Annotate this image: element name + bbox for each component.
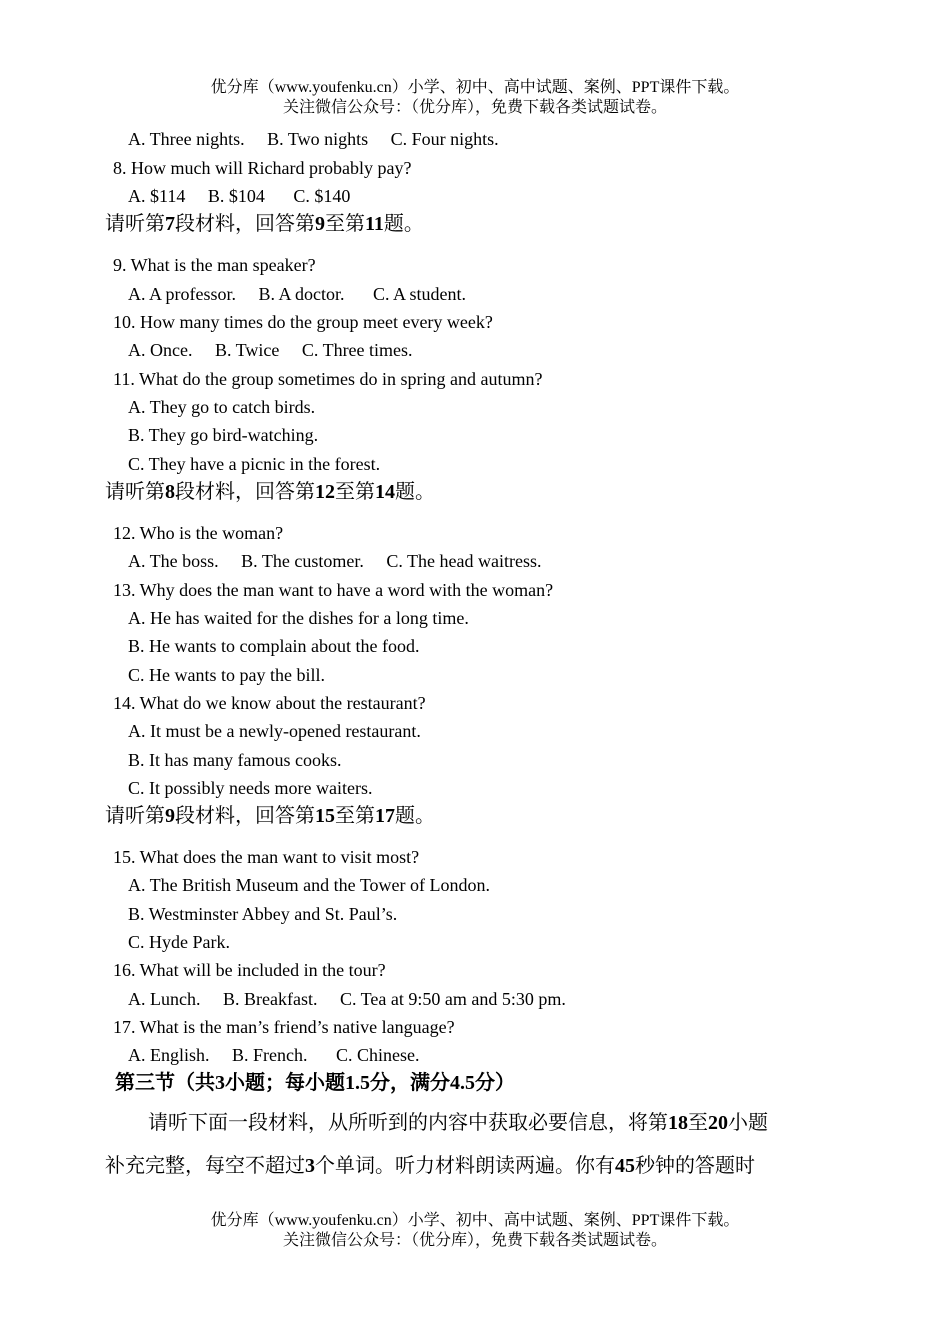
question-15-option-a: A. The British Museum and the Tower of London. xyxy=(128,875,491,895)
para-num: 20 xyxy=(708,1112,728,1134)
instr-text: 请听第 xyxy=(105,213,165,235)
option-a: A. Three nights. xyxy=(128,129,245,149)
question-16: 16. What will be included in the tour? xyxy=(113,960,386,980)
option-a: A. The boss. xyxy=(128,551,219,571)
question-8-options xyxy=(128,185,350,207)
para-num: 18 xyxy=(668,1112,688,1134)
instr-num: 7 xyxy=(165,213,175,235)
option-c: C. Tea at 9:50 am and 5:30 pm. xyxy=(339,989,566,1009)
option-c: C. A student. xyxy=(373,284,467,304)
page-footer-line1: 优分库（www.youfenku.cn）小学、初中、高中试题、案例、PPT课件下载。 xyxy=(210,1212,740,1229)
question-12: 12. Who is the woman? xyxy=(113,523,284,543)
instr-num: 14 xyxy=(375,481,395,503)
para-text: 个单词。听力材料朗读两遍。你有 xyxy=(315,1155,615,1177)
instr-text: 至第 xyxy=(335,481,375,503)
section-9-instruction xyxy=(105,804,435,828)
instr-text: 段材料，回答第 xyxy=(175,213,315,235)
question-14-option-b: B. It has many famous cooks. xyxy=(128,750,342,770)
option-c: C. Chinese. xyxy=(336,1045,420,1065)
instr-text: 题。 xyxy=(395,481,435,503)
option-b: B. French. xyxy=(232,1045,308,1065)
option-a: A. Lunch. xyxy=(128,989,201,1009)
question-13-option-c: C. He wants to pay the bill. xyxy=(128,665,325,685)
question-15-option-c: C. Hyde Park. xyxy=(128,932,230,952)
instr-text: 至第 xyxy=(325,213,365,235)
option-b: B. Breakfast. xyxy=(222,989,318,1009)
para-text: 至 xyxy=(688,1112,708,1134)
para-text: 小题 xyxy=(728,1112,768,1134)
question-9: 9. What is the man speaker? xyxy=(113,255,316,275)
option-b: B. Twice xyxy=(214,340,280,360)
instr-num: 12 xyxy=(315,481,335,503)
option-a: A. A professor. xyxy=(128,284,236,304)
question-14-option-a: A. It must be a newly-opened restaurant. xyxy=(128,721,421,741)
question-13-option-b: B. He wants to complain about the food. xyxy=(128,636,420,656)
question-11: 11. What do the group sometimes do in spring and autumn? xyxy=(113,369,543,389)
question-11-option-c: C. They have a picnic in the forest. xyxy=(128,454,381,474)
instr-text: 题。 xyxy=(395,805,435,827)
question-7-options xyxy=(128,128,499,150)
question-10: 10. How many times do the group meet every week? xyxy=(113,312,493,332)
option-b: B. The customer. xyxy=(241,551,364,571)
part-3-paragraph-line1 xyxy=(148,1111,768,1135)
question-14-option-c: C. It possibly needs more waiters. xyxy=(128,778,373,798)
question-8: 8. How much will Richard probably pay? xyxy=(113,158,412,178)
page-header-line2: 关注微信公众号：（优分库），免费下载各类试题试卷。 xyxy=(282,99,667,116)
option-b: B. Two nights xyxy=(267,129,369,149)
option-a: A. English. xyxy=(128,1045,210,1065)
option-a: A. $114 xyxy=(128,186,186,206)
instr-num: 15 xyxy=(315,805,335,827)
part-3-paragraph-line2 xyxy=(105,1154,755,1178)
option-b: B. $104 xyxy=(207,186,265,206)
instr-num: 8 xyxy=(165,481,175,503)
instr-text: 至第 xyxy=(335,805,375,827)
option-c: C. $140 xyxy=(293,186,351,206)
instr-text: 请听第 xyxy=(105,481,165,503)
part-3-title: 第三节（共3小题；每小题1.5分，满分4.5分） xyxy=(115,1072,515,1094)
page-footer-line2: 关注微信公众号：（优分库），免费下载各类试题试卷。 xyxy=(282,1232,667,1249)
para-text: 补充完整，每空不超过 xyxy=(105,1155,305,1177)
page-header-line1: 优分库（www.youfenku.cn）小学、初中、高中试题、案例、PPT课件下载。 xyxy=(210,79,740,96)
question-15: 15. What does the man want to visit most? xyxy=(113,847,420,867)
section-8-instruction xyxy=(105,480,435,504)
question-13-option-a: A. He has waited for the dishes for a long time. xyxy=(128,608,469,628)
para-text: 秒钟的答题时 xyxy=(635,1155,755,1177)
instr-text: 段材料，回答第 xyxy=(175,805,315,827)
para-text: 请听下面一段材料，从所听到的内容中获取必要信息，将第 xyxy=(148,1112,668,1134)
instr-text: 段材料，回答第 xyxy=(175,481,315,503)
question-14: 14. What do we know about the restaurant? xyxy=(113,693,426,713)
option-c: C. Four nights. xyxy=(390,129,499,149)
question-11-option-a: A. They go to catch birds. xyxy=(128,397,316,417)
instr-text: 题。 xyxy=(383,213,424,235)
option-c: C. Three times. xyxy=(301,340,413,360)
question-16-options xyxy=(128,988,566,1010)
instr-text: 请听第 xyxy=(105,805,165,827)
instr-num: 17 xyxy=(375,805,395,827)
question-15-option-b: B. Westminster Abbey and St. Paul’s. xyxy=(128,904,398,924)
instr-num: 9 xyxy=(315,213,325,235)
instr-num: 11 xyxy=(365,213,384,235)
option-b: B. A doctor. xyxy=(258,284,345,304)
para-num: 3 xyxy=(305,1155,315,1177)
question-13: 13. Why does the man want to have a word with the woman? xyxy=(113,580,554,600)
question-9-options xyxy=(128,283,466,305)
question-10-options xyxy=(128,339,413,361)
question-17: 17. What is the man’s friend’s native language? xyxy=(113,1017,455,1037)
instr-num: 9 xyxy=(165,805,175,827)
para-num: 45 xyxy=(615,1155,635,1177)
option-c: C. The head waitress. xyxy=(386,551,542,571)
question-11-option-b: B. They go bird-watching. xyxy=(128,425,319,445)
question-17-options xyxy=(128,1044,420,1066)
option-a: A. Once. xyxy=(128,340,193,360)
section-7-instruction xyxy=(105,212,424,236)
question-12-options xyxy=(128,550,541,572)
